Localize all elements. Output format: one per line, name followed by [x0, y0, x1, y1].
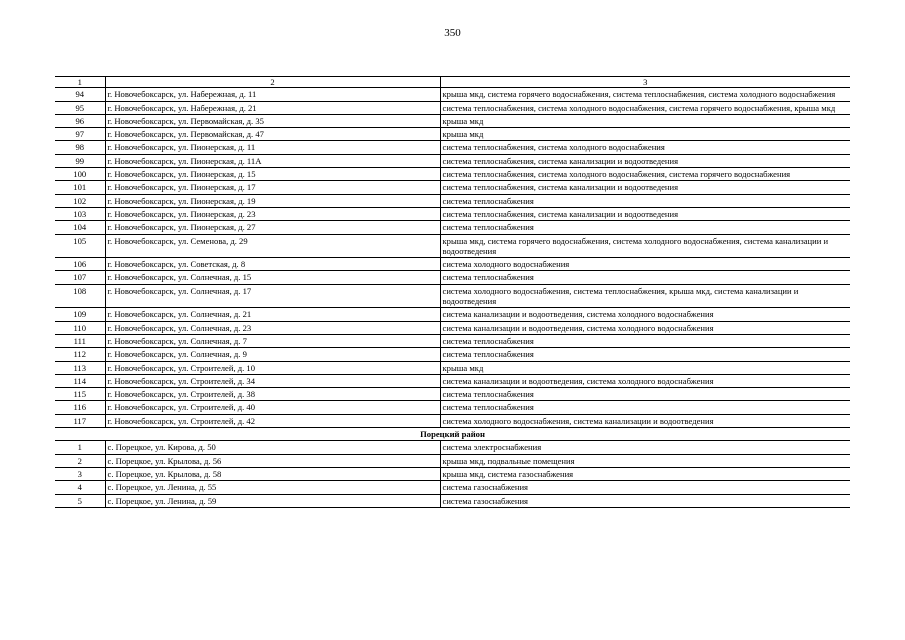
row-address: г. Новочебоксарск, ул. Пионерская, д. 23 [105, 207, 440, 220]
row-number: 1 [55, 441, 105, 454]
table-row [55, 388, 850, 401]
row-number: 2 [55, 454, 105, 467]
row-systems: система газоснабжения [440, 481, 850, 494]
row-number: 111 [55, 334, 105, 347]
table-row [55, 401, 850, 414]
row-address: г. Новочебоксарск, ул. Пионерская, д. 27 [105, 221, 440, 234]
row-number: 99 [55, 154, 105, 167]
row-number: 106 [55, 258, 105, 271]
row-address: с. Порецкое, ул. Крылова, д. 56 [105, 454, 440, 467]
row-address: г. Новочебоксарск, ул. Пионерская, д. 11 [105, 141, 440, 154]
row-systems: система теплоснабжения [440, 348, 850, 361]
row-number: 107 [55, 271, 105, 284]
row-number: 96 [55, 114, 105, 127]
row-number: 112 [55, 348, 105, 361]
row-number: 114 [55, 374, 105, 387]
row-systems: система теплоснабжения, система холодного водоснабжения, система горячего водоснабжения [440, 168, 850, 181]
row-address: г. Новочебоксарск, ул. Первомайская, д. 35 [105, 114, 440, 127]
row-systems: система теплоснабжения, система канализации и водоотведения [440, 154, 850, 167]
table-row [55, 271, 850, 284]
row-number: 115 [55, 388, 105, 401]
registry-table [55, 76, 850, 508]
row-number: 94 [55, 88, 105, 101]
table-row [55, 141, 850, 154]
row-address: с. Порецкое, ул. Крылова, д. 58 [105, 467, 440, 480]
row-systems: система газоснабжения [440, 494, 850, 507]
row-address: г. Новочебоксарск, ул. Строителей, д. 38 [105, 388, 440, 401]
row-number: 101 [55, 181, 105, 194]
row-systems: система холодного водоснабжения, система теплоснабжения, крыша мкд, система канализации и водоотведения [440, 284, 850, 308]
row-systems: система теплоснабжения [440, 194, 850, 207]
row-number: 95 [55, 101, 105, 114]
row-systems: крыша мкд, система горячего водоснабжения, система холодного водоснабжения, система канализации и водоотведения [440, 234, 850, 258]
column-number-header: 1 [55, 77, 105, 88]
row-systems: система холодного водоснабжения [440, 258, 850, 271]
table-header-row [55, 77, 850, 88]
table-row [55, 101, 850, 114]
address-column-header: 2 [105, 77, 440, 88]
row-address: г. Новочебоксарск, ул. Строителей, д. 40 [105, 401, 440, 414]
row-systems: крыша мкд, подвальные помещения [440, 454, 850, 467]
row-number: 98 [55, 141, 105, 154]
section-title: Порецкий район [55, 428, 850, 441]
row-systems: система электроснабжения [440, 441, 850, 454]
row-number: 3 [55, 467, 105, 480]
row-address: г. Новочебоксарск, ул. Пионерская, д. 19 [105, 194, 440, 207]
table-row [55, 467, 850, 480]
row-address: г. Новочебоксарск, ул. Строителей, д. 42 [105, 414, 440, 427]
row-systems: система теплоснабжения, система канализации и водоотведения [440, 207, 850, 220]
row-address: г. Новочебоксарск, ул. Семенова, д. 29 [105, 234, 440, 258]
row-number: 109 [55, 308, 105, 321]
row-number: 110 [55, 321, 105, 334]
table-row [55, 284, 850, 308]
table-row [55, 494, 850, 507]
row-address: г. Новочебоксарск, ул. Строителей, д. 10 [105, 361, 440, 374]
row-number: 116 [55, 401, 105, 414]
table-row [55, 181, 850, 194]
table-row [55, 194, 850, 207]
row-address: г. Новочебоксарск, ул. Советская, д. 8 [105, 258, 440, 271]
table-row [55, 154, 850, 167]
row-address: г. Новочебоксарск, ул. Строителей, д. 34 [105, 374, 440, 387]
row-systems: система теплоснабжения [440, 221, 850, 234]
table-row [55, 361, 850, 374]
row-address: г. Новочебоксарск, ул. Пионерская, д. 15 [105, 168, 440, 181]
row-systems: система теплоснабжения [440, 388, 850, 401]
row-systems: система холодного водоснабжения, система канализации и водоотведения [440, 414, 850, 427]
row-address: г. Новочебоксарск, ул. Солнечная, д. 17 [105, 284, 440, 308]
row-number: 4 [55, 481, 105, 494]
table-row [55, 114, 850, 127]
table-row [55, 454, 850, 467]
row-systems: система теплоснабжения, система холодного водоснабжения [440, 141, 850, 154]
table-row [55, 221, 850, 234]
table-row [55, 308, 850, 321]
table-row [55, 321, 850, 334]
row-systems: крыша мкд, система горячего водоснабжения, система теплоснабжения, система холодного водоснабжения [440, 88, 850, 101]
row-systems: система теплоснабжения [440, 401, 850, 414]
row-number: 100 [55, 168, 105, 181]
row-address: г. Новочебоксарск, ул. Набережная, д. 11 [105, 88, 440, 101]
row-address: с. Порецкое, ул. Ленина, д. 59 [105, 494, 440, 507]
row-address: г. Новочебоксарск, ул. Первомайская, д. 47 [105, 128, 440, 141]
row-systems: система теплоснабжения [440, 271, 850, 284]
row-address: с. Порецкое, ул. Кирова, д. 50 [105, 441, 440, 454]
row-number: 113 [55, 361, 105, 374]
row-number: 108 [55, 284, 105, 308]
row-systems: крыша мкд, система газоснабжения [440, 467, 850, 480]
row-address: г. Новочебоксарск, ул. Солнечная, д. 15 [105, 271, 440, 284]
systems-column-header: 3 [440, 77, 850, 88]
row-address: г. Новочебоксарск, ул. Солнечная, д. 9 [105, 348, 440, 361]
table-row [55, 168, 850, 181]
row-address: г. Новочебоксарск, ул. Солнечная, д. 23 [105, 321, 440, 334]
row-address: г. Новочебоксарск, ул. Солнечная, д. 7 [105, 334, 440, 347]
table-row [55, 88, 850, 101]
row-systems: система канализации и водоотведения, система холодного водоснабжения [440, 374, 850, 387]
row-address: г. Новочебоксарск, ул. Набережная, д. 21 [105, 101, 440, 114]
row-systems: система канализации и водоотведения, система холодного водоснабжения [440, 321, 850, 334]
row-address: г. Новочебоксарск, ул. Пионерская, д. 17 [105, 181, 440, 194]
table-row [55, 481, 850, 494]
row-address: с. Порецкое, ул. Ленина, д. 55 [105, 481, 440, 494]
row-systems: крыша мкд [440, 128, 850, 141]
row-systems: система теплоснабжения [440, 334, 850, 347]
row-address: г. Новочебоксарск, ул. Пионерская, д. 11А [105, 154, 440, 167]
table-row [55, 441, 850, 454]
table-row [55, 128, 850, 141]
row-number: 117 [55, 414, 105, 427]
row-systems: система теплоснабжения, система канализации и водоотведения [440, 181, 850, 194]
row-number: 104 [55, 221, 105, 234]
table-row [55, 374, 850, 387]
page-number: 350 [444, 27, 461, 39]
table-row [55, 334, 850, 347]
table-row [55, 207, 850, 220]
table-row [55, 234, 850, 258]
row-systems: система канализации и водоотведения, система холодного водоснабжения [440, 308, 850, 321]
row-systems: крыша мкд [440, 114, 850, 127]
row-number: 103 [55, 207, 105, 220]
row-systems: крыша мкд [440, 361, 850, 374]
row-number: 105 [55, 234, 105, 258]
row-number: 97 [55, 128, 105, 141]
table-row [55, 414, 850, 427]
table-row [55, 348, 850, 361]
row-systems: система теплоснабжения, система холодного водоснабжения, система горячего водоснабжения, крыша мкд [440, 101, 850, 114]
row-number: 102 [55, 194, 105, 207]
section-row [55, 428, 850, 441]
row-address: г. Новочебоксарск, ул. Солнечная, д. 21 [105, 308, 440, 321]
row-number: 5 [55, 494, 105, 507]
table-row [55, 258, 850, 271]
